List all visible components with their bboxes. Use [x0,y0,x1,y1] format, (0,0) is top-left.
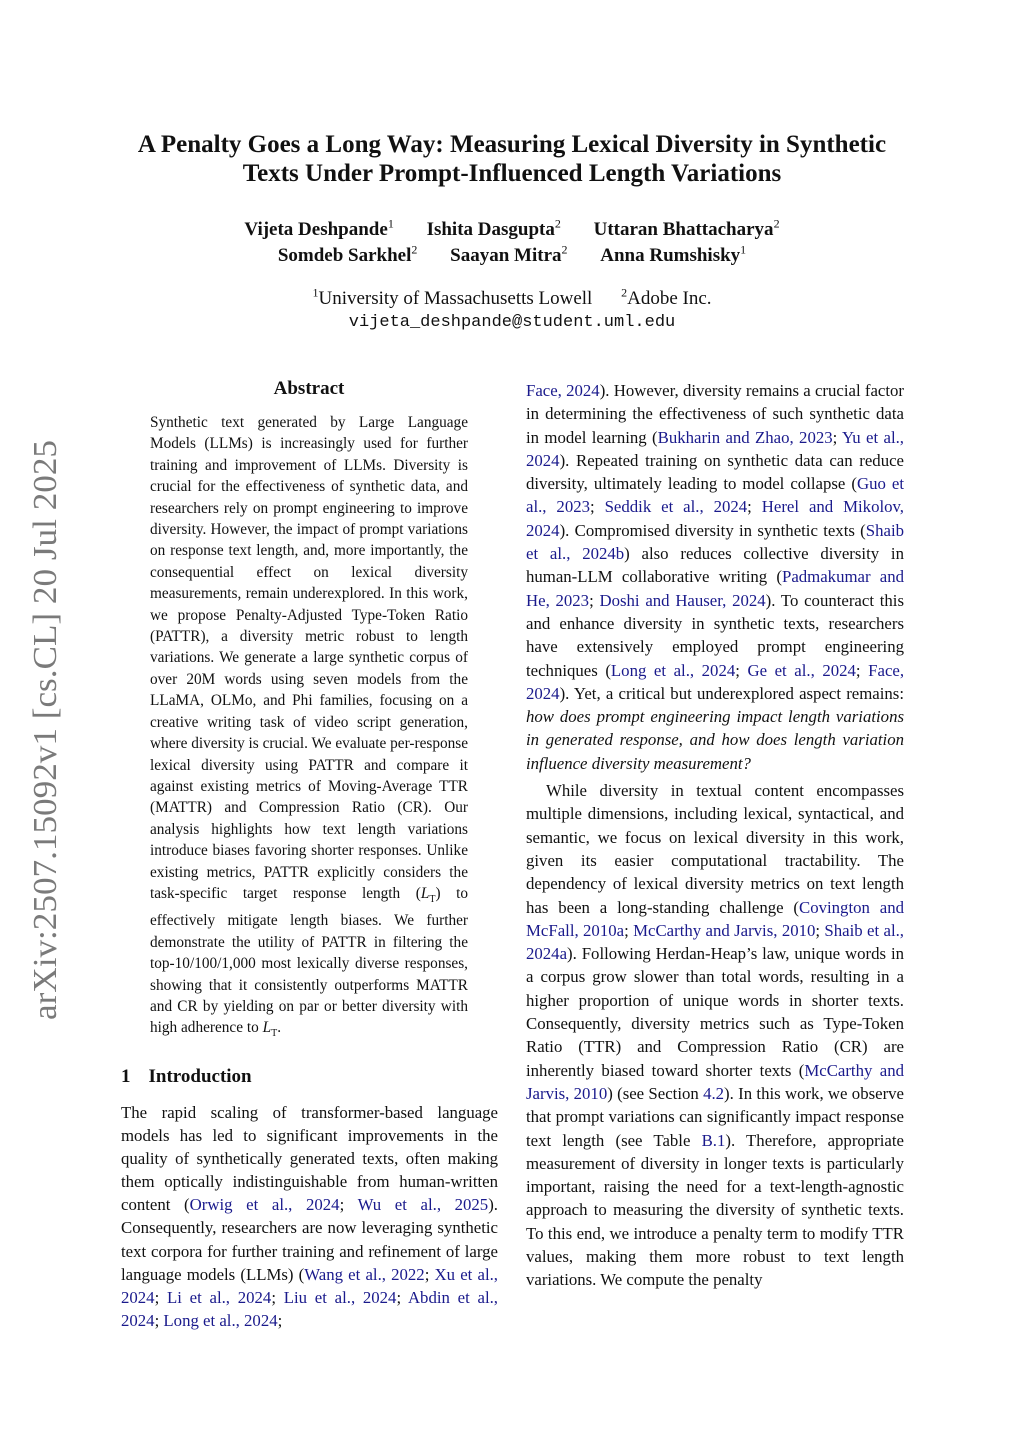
research-question: how does prompt engineering impact length variations in generated response, and how does length variation influence diversity measurement? [526,707,904,773]
citation-link[interactable]: Yu et al., 2024 [526,427,904,470]
introduction-body-right [526,379,904,1292]
affiliations [100,286,924,310]
author-email[interactable]: vijeta_deshpande@student.uml.edu [348,313,676,332]
table-link[interactable]: B.1 [701,1130,726,1150]
citation-link[interactable]: Long et al., 2024 [610,660,736,680]
section-link[interactable]: 4.2 [703,1083,725,1103]
citation-link[interactable]: Guo et al., 2023 [526,474,904,517]
arxiv-id: arXiv:2507.15092v1 [cs.CL] 20 Jul 2025 [27,459,64,1020]
citation-link[interactable]: Padmakumar and He, 2023 [526,567,904,610]
citation-link[interactable]: Shaib et al., 2024b [526,520,904,564]
author-list-row-2 [100,238,924,268]
author: Anna Rumshisky$^1$ [600,243,747,267]
title-line-1: A Penalty Goes a Long Way: Measuring Lexical Diversity in Synthetic [137,131,887,158]
paragraph: Face, 2024). However, diversity remains a crucial factor in determining the effectiveness of such synthetic data in model learning (Bukharin and Zhao, 2023; Yu et al., 2024). Repeated training on synthetic data can reduce diversity, ultimately leading to model collapse (Guo et al., 2023; Seddik et al., 2024; Herel and Mikolov, 2024). Compromised diversity in synthetic texts (Shaib et al., 2024b) also reduces collective diversity in human-LLM collaborative writing (Padmakumar and He, 2023; Doshi and Hauser, 2024). To counteract this and enhance diversity in synthetic texts, researchers have extensively employed prompt engineering techniques (Long et al., 2024; Ge et al., 2024; Face, 2024). Yet, a critical but underexplored aspect remains: how does prompt engineering impact length variations in generated response, and how does length variation influence diversity measurement? [526,381,905,773]
citation-link[interactable]: McCarthy and Jarvis, 2010 [633,920,816,940]
citation-link[interactable]: Doshi and Hauser, 2024 [599,590,766,610]
affiliation: $^2$Adobe Inc. [621,286,712,310]
arxiv-sidebar [8,430,68,1030]
citation-link[interactable]: Xu et al., 2024 [121,1264,499,1307]
author: Vijeta Deshpande$^1$ [244,217,394,241]
section-heading-introduction: 1 Introduction [121,1066,252,1087]
author: Ishita Dasgupta$^2$ [426,217,561,241]
citation-link[interactable]: McCarthy and Jarvis, 2010 [526,1060,904,1103]
citation-link[interactable]: Abdin et al., 2024 [121,1287,498,1330]
citation-link[interactable]: Covington and McFall, 2010a [526,897,904,940]
author: Somdeb Sarkhel$^2$ [277,243,418,267]
citation-link[interactable]: Long et al., 2024 [163,1310,278,1330]
abstract-body: Synthetic text generated by Large Language Models (LLMs) is increasingly used for further training and improvement of LLMs. Diversity is crucial for the effectiveness of synthetic data, and researchers rely on prompt engineering to improve diversity. However, the impact of prompt variations on response text length, and, more importantly, the consequential effect on lexical diversity measurements, remain underexplored. In this work, we propose Penalty-Adjusted Type-Token Ratio (PATTR), a diversity metric robust to length variations. We generate a large synthetic corpus of over 20M words using seven models from the LLaMA, OLMo, and Phi families, focusing on a creative writing task of video script generation, where diversity is crucial. We evaluate per-response lexical diversity using PATTR and compare it against existing metrics of Moving-Average TTR (MATTR) and Compression Ratio (CR). Our analysis highlights how text length variations introduce biases favoring shorter responses. Unlike existing metrics, PATTR explicitly considers the task-specific target response length $(L_T)$ to effectively mitigate length biases. We further demonstrate the utility of PATTR in filtering the top-10/100/1,000 most lexically diverse responses, showing that it consistently outperforms MATTR and CR by yielding on par or better diversity with high adherence to $L_T$. [150,414,469,1040]
citation-link[interactable]: Bukharin and Zhao, 2023 [657,427,833,447]
introduction-body-left: The rapid scaling of transformer-based language models has led to significant improvements in the quality of synthetically generated texts, often making them optically indistinguishable from human-written content (Orwig et al., 2024; Wu et al., 2025). Consequently, researchers are now leveraging synthetic text corpora for further training and refinement of large language models (LLMs) (Wang et al., 2022; Xu et al., 2024; Li et al., 2024; Liu et al., 2024; Abdin et al., 2024; Long et al., 2024; [121,1103,499,1330]
citation-link[interactable]: Orwig et al., 2024 [189,1195,340,1215]
affiliation: $^1$University of Massachusetts Lowell [312,286,593,310]
citation-link[interactable]: Ge et al., 2024 [747,660,856,680]
citation-link[interactable]: Liu et al., 2024 [283,1287,397,1307]
citation-link[interactable]: Li et al., 2024 [166,1287,272,1307]
author: Saayan Mitra$^2$ [450,243,568,267]
citation-link[interactable]: Wang et al., 2022 [304,1264,425,1284]
abstract-heading: Abstract [273,378,345,399]
citation-link[interactable]: Shaib et al., 2024a [526,920,904,964]
citation-link[interactable]: Herel and Mikolov, 2024 [526,497,905,540]
citation-link[interactable]: Seddik et al., 2024 [604,497,748,517]
paragraph: While diversity in textual content encompasses multiple dimensions, including lexical, syntactical, and semantic, we focus on lexical diversity in this work, given its easier computational tractability. The dependency of lexical diversity metrics on text length has been a long-standing challenge (Covington and McFall, 2010a; McCarthy and Jarvis, 2010; Shaib et al., 2024a). Following Herdan-Heap’s law, unique words in a corpus grow slower than total words, resulting in a higher proportion of unique words in shorter texts. Consequently, diversity metrics such as Type-Token Ratio (TTR) and Compression Ratio (CR) are inherently biased toward shorter texts (McCarthy and Jarvis, 2010) (see Section 4.2). In this work, we observe that prompt variations can significantly impact response text length (see Table B.1). Therefore, appropriate measurement of diversity in longer texts is particularly important, raising the need for a text-length-agnostic approach to measuring the diversity of synthetic texts. To this end, we introduce a penalty term to modify TTR values, making them more robust to text length variations. We compute the penalty [526,781,904,1290]
citation-link[interactable]: Face, 2024 [526,381,600,400]
citation-link[interactable]: Wu et al., 2025 [357,1195,489,1215]
paper-title [100,130,924,188]
author: Uttaran Bhattacharya$^2$ [593,217,780,241]
title-line-2: Texts Under Prompt-Influenced Length Variations [242,160,782,187]
citation-link[interactable]: Face, 2024 [526,660,905,703]
